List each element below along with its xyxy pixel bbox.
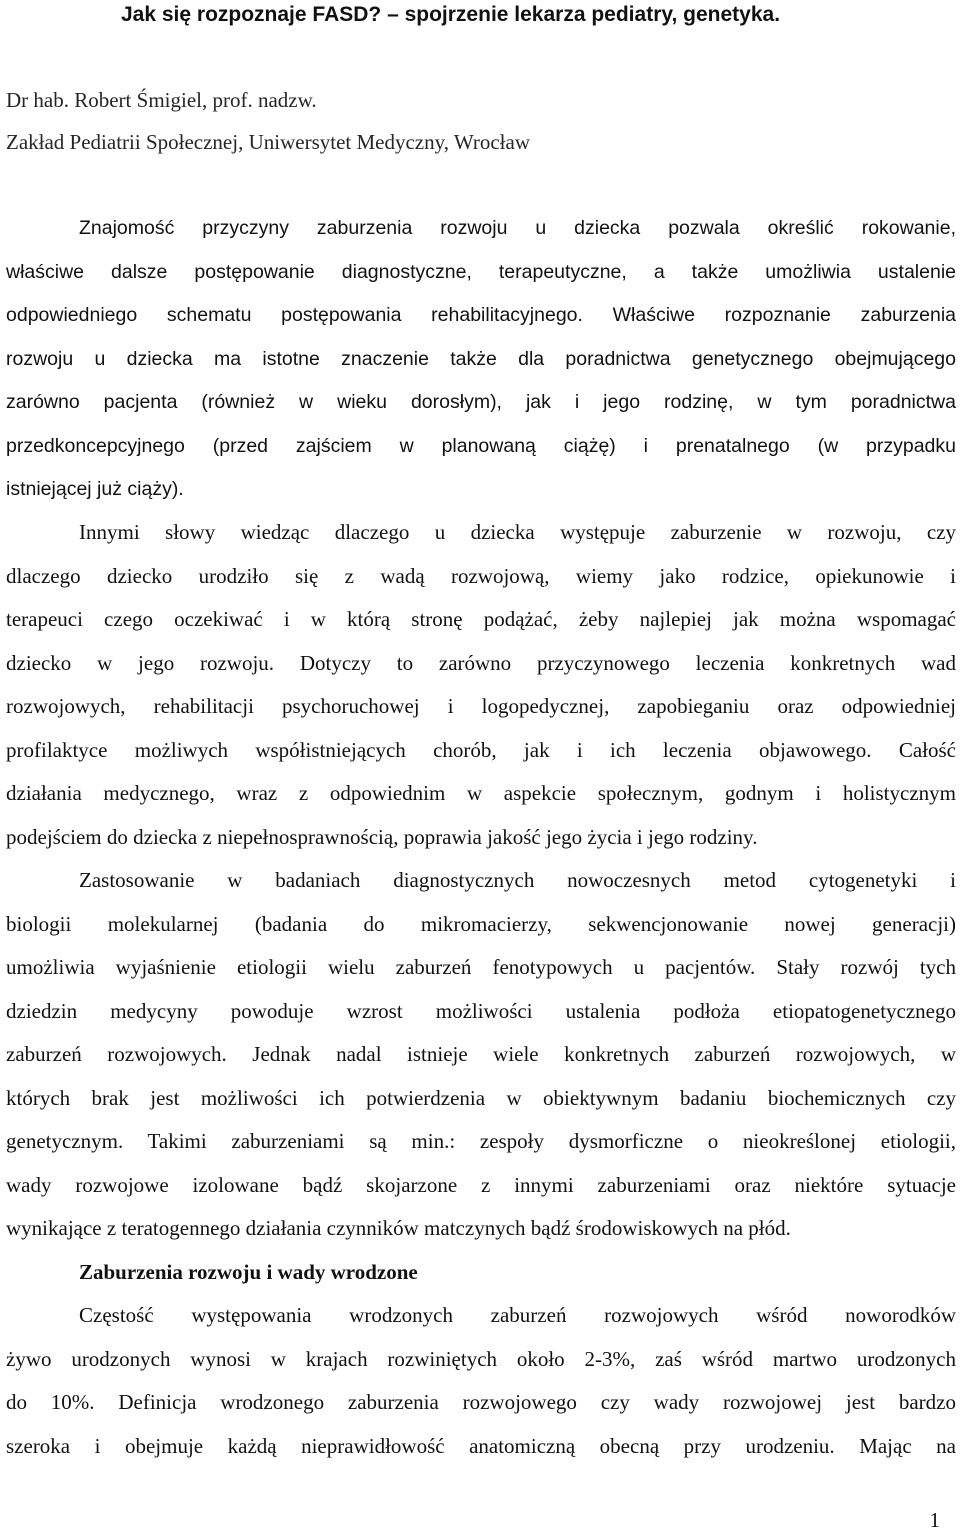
paragraph-line: dlaczego dziecko urodziło się z wadą rozwojową, wiemy jako rodzice, opiekunowie i xyxy=(6,563,956,588)
author-line: Dr hab. Robert Śmigiel, prof. nadzw. xyxy=(6,88,317,112)
paragraph-line: biologii molekularnej (badania do mikromacierzy, sekwencjonowanie nowej generacji) xyxy=(6,911,956,936)
paragraph-line: podejściem do dziecka z niepełnosprawnością, poprawia jakość jego życia i jego rodziny. xyxy=(6,824,758,849)
paragraph-frequency xyxy=(6,1294,956,1468)
paragraph-line: terapeuci czego oczekiwać i w którą stronę podążać, żeby najlepiej jak można wspomagać xyxy=(6,607,956,631)
paragraph-intro xyxy=(6,207,956,512)
paragraph-why xyxy=(6,511,956,859)
paragraph-line: profilaktyce możliwych współistniejących chorób, jak i ich leczenia objawowego. Całość xyxy=(6,737,956,762)
paragraph-line: przedkoncepcyjnego (przed zajściem w planowaną ciążę) i prenatalnego (w przypadku xyxy=(6,434,956,457)
paragraph-line: których brak jest możliwości ich potwierdzenia w obiektywnym badaniu biochemicznych czy xyxy=(6,1085,956,1110)
page-number: 1 xyxy=(929,1508,940,1532)
paragraph-line: zarówno pacjenta (również w wieku dorosłym), jak i jego rodzinę, w tym poradnictwa xyxy=(6,391,956,413)
paragraph-line: dziedzin medycyny powoduje wzrost możliwości ustalenia podłoża etiopatogenetycznego xyxy=(6,998,956,1023)
paragraph-line: działania medycznego, wraz z odpowiednim w aspekcie społecznym, godnym i holistycznym xyxy=(6,781,956,805)
paragraph-line: genetycznym. Takimi zaburzeniami są min.: zespoły dysmorficzne o nieokreślonej etiologii, xyxy=(6,1129,956,1153)
paragraph-line: szeroka i obejmuje każdą nieprawidłowość anatomiczną obecną przy urodzeniu. Mając na xyxy=(6,1433,956,1458)
paragraph-line: dziecko w jego rozwoju. Dotyczy to zarówno przyczynowego leczenia konkretnych wad xyxy=(6,650,956,675)
paragraph-line: wynikające z teratogennego działania czynników matczynych bądź środowiskowych na płód. xyxy=(6,1216,791,1240)
document-page xyxy=(6,0,956,1537)
paragraph-line: rozwoju u dziecka ma istotne znaczenie także dla poradnictwa genetycznego obejmującego xyxy=(6,347,956,370)
paragraph-line: zaburzeń rozwojowych. Jednak nadal istnieje wiele konkretnych zaburzeń rozwojowych, w xyxy=(6,1042,956,1066)
paragraph-line: Innymi słowy wiedząc dlaczego u dziecka występuje zaburzenie w rozwoju, czy xyxy=(79,520,956,544)
paragraph-line: do 10%. Definicja wrodzonego zaburzenia rozwojowego czy wady rozwojowej jest bardzo xyxy=(6,1390,956,1414)
document-title: Jak się rozpoznaje FASD? – spojrzenie lekarza pediatry, genetyka. xyxy=(121,3,781,26)
paragraph-line: odpowiedniego schematu postępowania rehabilitacyjnego. Właściwe rozpoznanie zaburzenia xyxy=(6,304,956,326)
paragraph-line: rozwojowych, rehabilitacji psychoruchowej i logopedycznej, zapobieganiu oraz odpowiedniej xyxy=(6,694,956,718)
paragraph-line: wady rozwojowe izolowane bądź skojarzone z innymi zaburzeniami oraz niektóre sytuacje xyxy=(6,1172,956,1197)
paragraph-line: właściwe dalsze postępowanie diagnostyczne, terapeutyczne, a także umożliwia ustalenie xyxy=(6,260,956,283)
affiliation-line: Zakład Pediatrii Społecznej, Uniwersytet Medyczny, Wrocław xyxy=(6,130,530,154)
paragraph-diagnostics xyxy=(6,859,956,1251)
section-heading: Zaburzenia rozwoju i wady wrodzone xyxy=(79,1260,418,1284)
paragraph-line: Znajomość przyczyny zaburzenia rozwoju u dziecka pozwala określić rokowanie, xyxy=(79,217,956,239)
paragraph-line: Zastosowanie w badaniach diagnostycznych nowoczesnych metod cytogenetyki i xyxy=(79,868,956,892)
paragraph-line: Częstość występowania wrodzonych zaburzeń rozwojowych wśród noworodków xyxy=(79,1303,956,1327)
paragraph-line: żywo urodzonych wynosi w krajach rozwiniętych około 2-3%, zaś wśród martwo urodzonych xyxy=(6,1346,956,1371)
paragraph-line: umożliwia wyjaśnienie etiologii wielu zaburzeń fenotypowych u pacjentów. Stały rozwój tych xyxy=(6,955,956,979)
paragraph-line: istniejącej już ciąży). xyxy=(6,478,184,500)
